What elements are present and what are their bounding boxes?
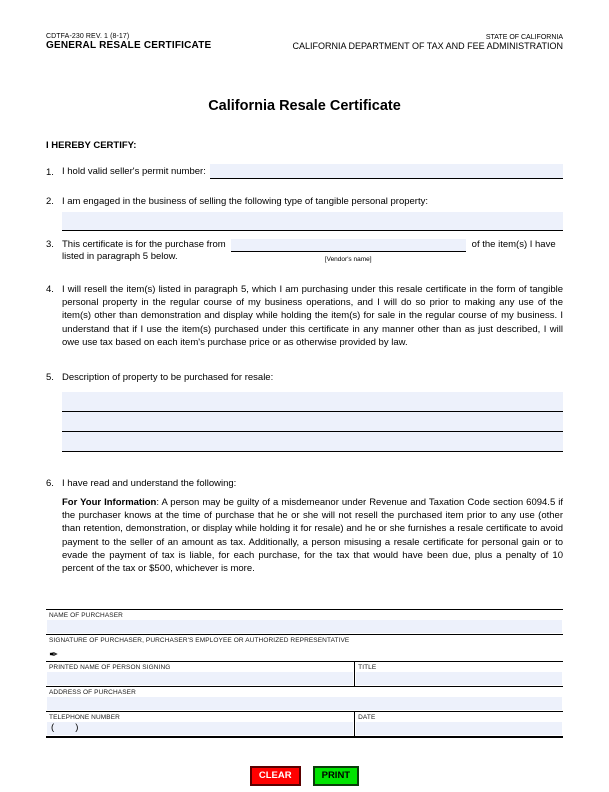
pen-nib-icon: ✒ <box>49 649 59 662</box>
address-label: ADDRESS OF PURCHASER <box>49 689 136 697</box>
signature-label: SIGNATURE OF PURCHASER, PURCHASER'S EMPLOYEE OR AUTHORIZED REPRESENTATIVE <box>49 637 350 645</box>
item-3-number: 3. <box>46 238 54 250</box>
vendor-name-caption: [Vendor's name] <box>324 255 372 263</box>
name-of-purchaser-label: NAME OF PURCHASER <box>49 612 123 620</box>
form-header-left <box>46 33 211 51</box>
item-3-right-text: of the item(s) I have <box>471 238 556 250</box>
title-cell <box>354 662 563 686</box>
description-line-1-field[interactable] <box>62 392 563 412</box>
item-3-left-text <box>62 239 231 267</box>
date-label: DATE <box>358 714 376 722</box>
telephone-label: TELEPHONE NUMBER <box>49 714 120 722</box>
title-label: TITLE <box>358 664 377 672</box>
item-2-text-row <box>46 196 563 209</box>
address-of-purchaser-field[interactable] <box>47 697 562 710</box>
printed-name-label: PRINTED NAME OF PERSON SIGNING <box>49 664 171 672</box>
address-row <box>46 687 563 712</box>
item-5-label: Description of property to be purchased for resale: <box>62 372 274 384</box>
form-header <box>46 33 563 51</box>
item-1 <box>46 164 563 179</box>
form-number: CDTFA-230 REV. 1 (8-17) <box>46 33 130 40</box>
print-button[interactable]: PRINT <box>313 766 360 786</box>
item-2 <box>46 196 563 231</box>
signature-field[interactable] <box>46 645 563 661</box>
telephone-date-row <box>46 712 563 736</box>
name-of-purchaser-row <box>46 610 563 635</box>
for-your-information-label: For Your Information <box>62 497 157 509</box>
item-5 <box>46 372 563 452</box>
item-4 <box>46 283 563 349</box>
description-line-2-field[interactable] <box>62 412 563 432</box>
form-name: GENERAL RESALE CERTIFICATE <box>46 40 212 51</box>
title-field[interactable] <box>356 672 562 685</box>
printed-name-cell <box>46 662 354 686</box>
item-4-paragraph: I will resell the item(s) listed in paragraph 5, which I am purchasing under this resale certificate in the form of tangible personal property in the regular course of my business operations, and I will do so prior to making any use of the item(s) other than demonstration and display while holding the item(s) for sale in the regular course of my business. I understand that if I use the item(s) purchased under this certificate in any manner other than as just described, I will owe use tax based on each item's purchase price or as otherwise provided by law. <box>62 284 563 348</box>
for-your-information-text: : A person may be guilty of a misdemeanor under Revenue and Taxation Code section 6094.5 if the purchaser knows at the time of purchase that he or she will not resell the purchased item prior to any use (other than retention, demonstration, or display while holding it for resale) and he or she furnishes a resale certificate to avoid payment to the seller of an amount as tax. Additionally, a person misusing a resale certificate for personal gain or to evade the payment of tax is liable, for each purchase, for the tax that would have been due, plus a penalty of 10 percent of the tax or $500, whichever is more. <box>62 497 563 575</box>
signature-row <box>46 635 563 662</box>
department-label: CALIFORNIA DEPARTMENT OF TAX AND FEE ADMINISTRATION <box>292 41 563 51</box>
item-4-number: 4. <box>46 284 54 295</box>
item-1-number: 1. <box>46 166 54 178</box>
item-3 <box>46 239 563 267</box>
name-of-purchaser-field[interactable] <box>47 620 562 633</box>
printed-name-field[interactable] <box>47 672 353 685</box>
item-1-label: I hold valid seller's permit number: <box>62 165 206 177</box>
tangible-property-field[interactable] <box>62 212 563 231</box>
date-field[interactable] <box>356 722 562 735</box>
telephone-number-field[interactable]: ( ) <box>47 722 353 735</box>
page-title: California Resale Certificate <box>208 98 401 114</box>
for-your-information-paragraph <box>62 496 563 575</box>
item-5-text-row <box>46 372 563 385</box>
item-3-label: This certificate is for the purchase from <box>62 238 226 250</box>
purchaser-info-table <box>46 609 563 738</box>
item-6 <box>46 478 563 576</box>
form-header-right <box>292 34 563 51</box>
date-cell <box>354 712 563 736</box>
clear-button[interactable]: CLEAR <box>250 766 301 786</box>
description-line-3-field[interactable] <box>62 432 563 452</box>
item-2-label: I am engaged in the business of selling the following type of tangible personal property: <box>62 196 428 207</box>
item-3-content <box>62 239 563 267</box>
vendor-name-block <box>231 239 466 267</box>
item-5-number: 5. <box>46 372 54 384</box>
telephone-cell <box>46 712 354 736</box>
item-6-label: I have read and understand the following: <box>62 477 237 489</box>
printed-name-title-row <box>46 662 563 687</box>
state-label: STATE OF CALIFORNIA <box>485 34 563 41</box>
description-lines <box>62 392 563 452</box>
item-2-number: 2. <box>46 196 54 207</box>
sellers-permit-number-field[interactable] <box>210 164 563 179</box>
item-3-label-continued: listed in paragraph 5 below. <box>62 251 178 262</box>
vendor-name-field[interactable] <box>231 239 466 252</box>
form-action-buttons <box>46 766 563 786</box>
certify-heading: I HEREBY CERTIFY: <box>46 140 137 151</box>
item-6-text-row <box>46 478 563 491</box>
item-6-number: 6. <box>46 477 54 489</box>
